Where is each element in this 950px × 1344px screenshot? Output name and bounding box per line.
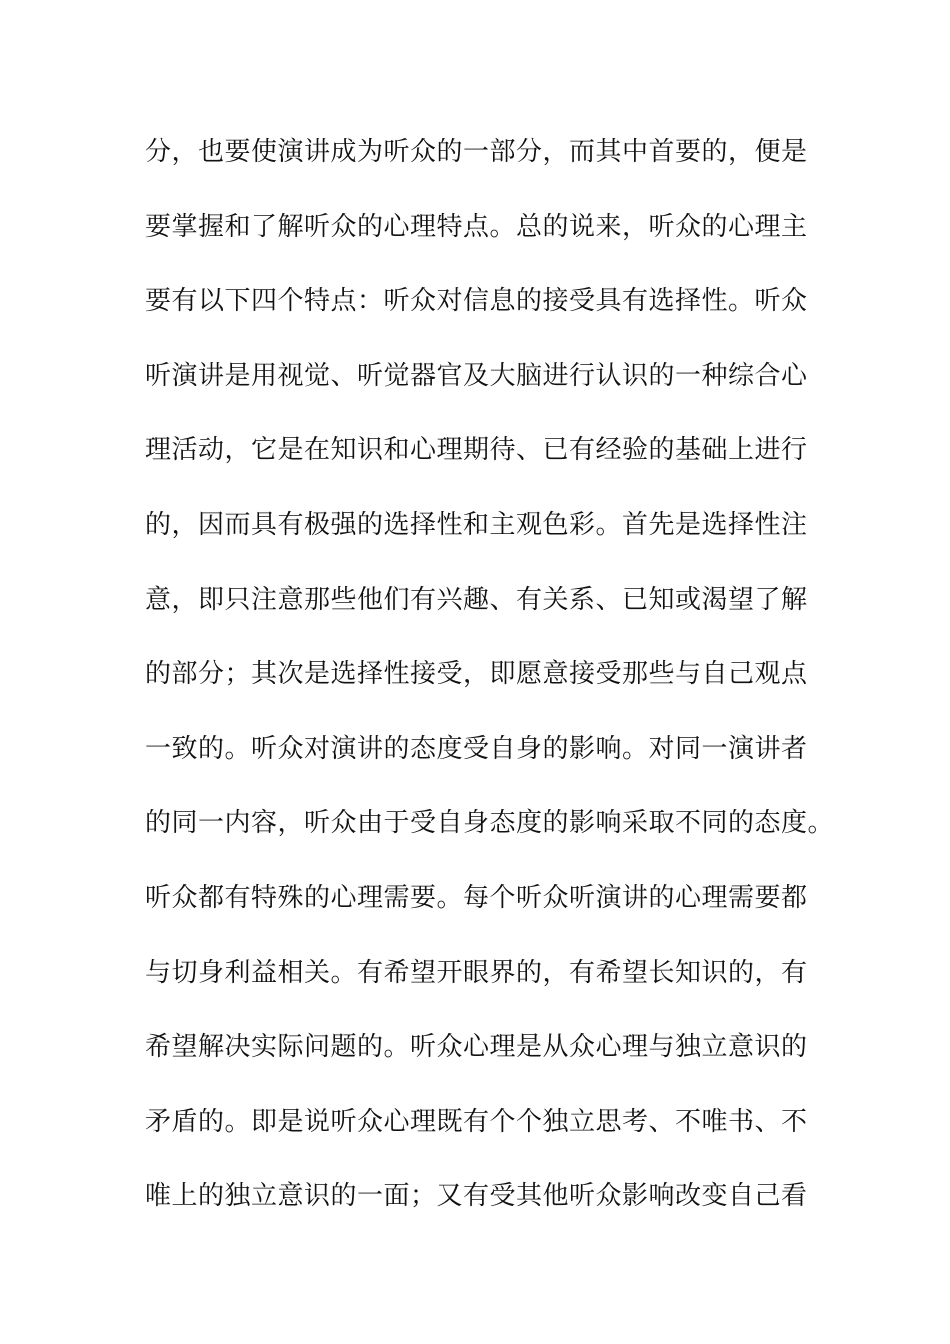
text-line-8: 的部分；其次是选择性接受，即愿意接受那些与自己观点	[145, 659, 808, 690]
text-line-4: 听演讲是用视觉、听觉器官及大脑进行认识的一种综合心	[145, 360, 808, 391]
text-line-6: 的，因而具有极强的选择性和主观色彩。首先是选择性注	[145, 509, 808, 540]
text-line-11: 听众都有特殊的心理需要。每个听众听演讲的心理需要都	[145, 882, 808, 913]
text-line-12: 与切身利益相关。有希望开眼界的，有希望长知识的，有	[145, 957, 808, 988]
text-line-5: 理活动，它是在知识和心理期待、已有经验的基础上进行	[145, 435, 808, 466]
text-line-1: 分，也要使演讲成为听众的一部分，而其中首要的，便是	[145, 137, 808, 167]
text-line-10: 的同一内容，听众由于受自身态度的影响采取不同的态度。	[145, 808, 835, 839]
text-line-13: 希望解决实际问题的。听众心理是从众心理与独立意识的	[145, 1032, 808, 1063]
text-line-9: 一致的。听众对演讲的态度受自身的影响。对同一演讲者	[145, 733, 808, 764]
body-text	[145, 131, 835, 1250]
text-line-15: 唯上的独立意识的一面；又有受其他听众影响改变自己看	[145, 1181, 808, 1212]
text-line-14: 矛盾的。即是说听众心理既有个个独立思考、不唯书、不	[145, 1106, 808, 1137]
text-line-3: 要有以下四个特点：听众对信息的接受具有选择性。听众	[145, 286, 808, 317]
text-line-7: 意，即只注意那些他们有兴趣、有关系、已知或渴望了解	[145, 584, 808, 615]
text-line-2: 要掌握和了解听众的心理特点。总的说来，听众的心理主	[145, 211, 808, 242]
